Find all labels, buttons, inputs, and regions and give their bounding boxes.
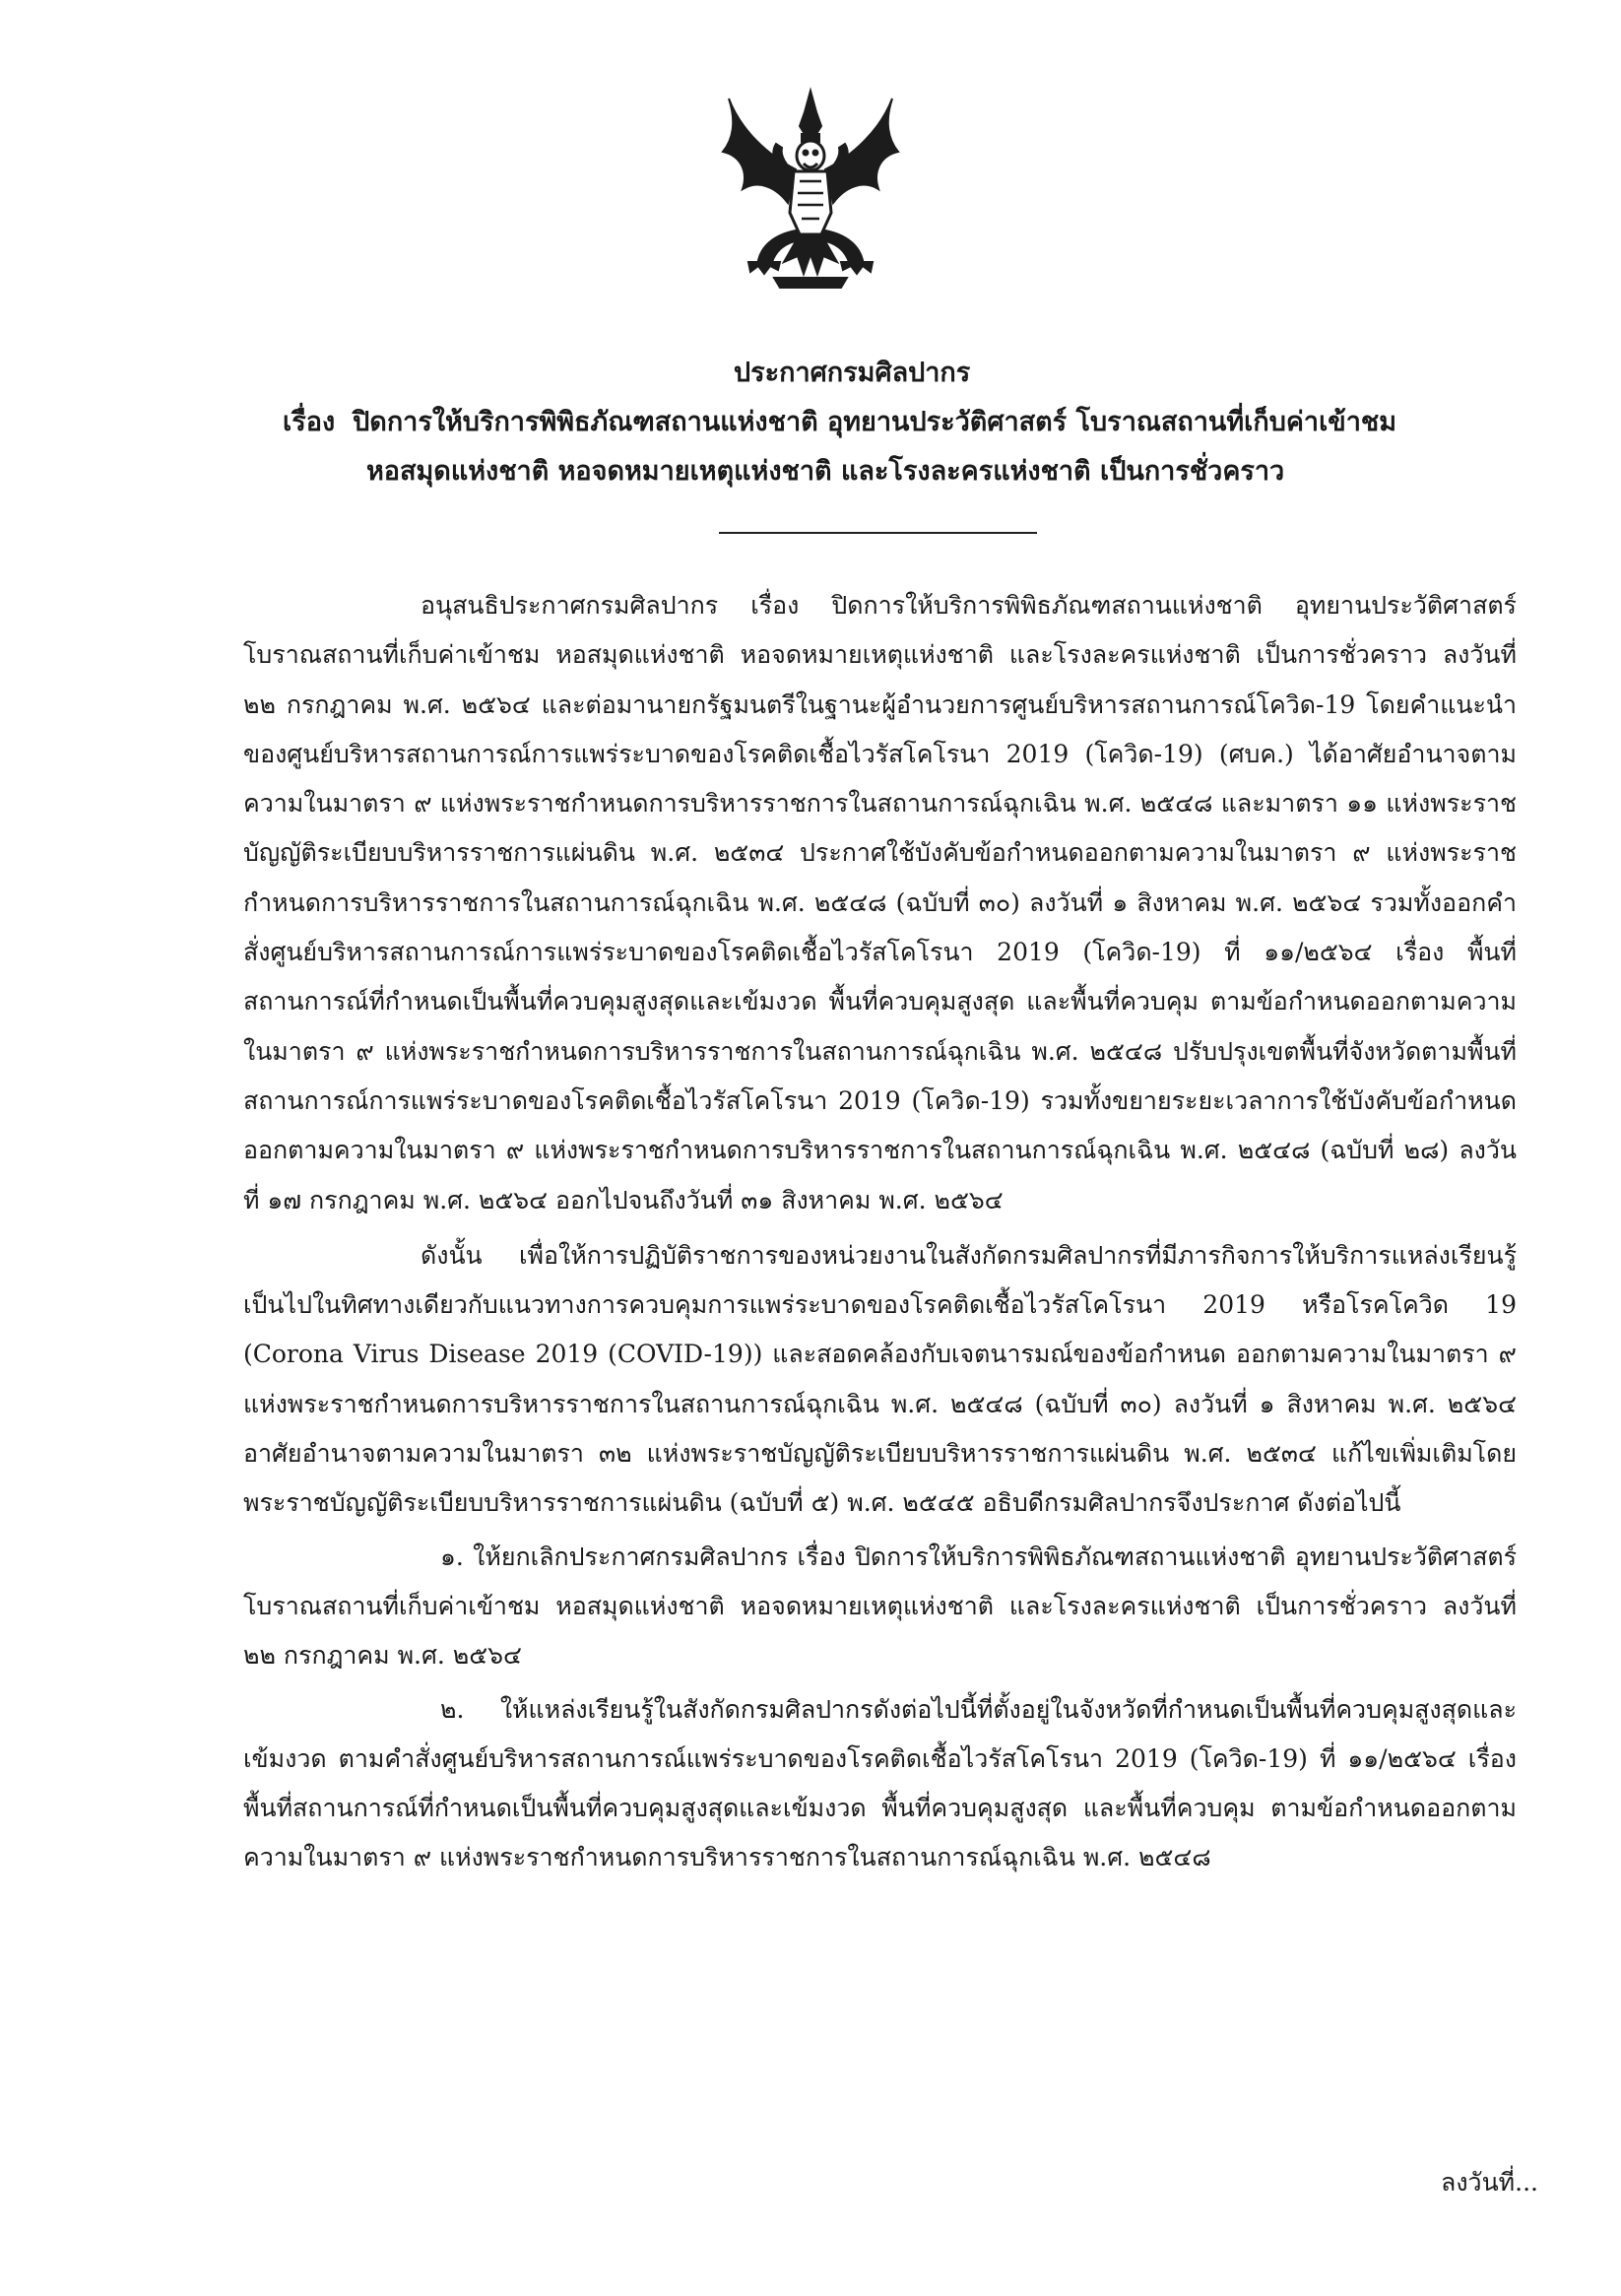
paragraph-item-1: ๑. ให้ยกเลิกประกาศกรมศิลปากร เรื่อง ปิดการให้บริการพิพิธภัณฑสถานแห่งชาติ อุทยานประวัติศาสตร์ โบราณสถานที่เก็บค่าเข้าชม หอสมุดแห่งชาติ หอจดหมายเหตุแห่งชาติ และโรงละครแห่งชาติ เป็นการชั่วคราว ลงวันที่ ๒๒ กรกฎาคม พ.ศ. ๒๕๖๔ (243, 1542, 1517, 1671)
announcement-heading: ประกาศกรมศิลปากร (734, 358, 971, 388)
paragraph-therefore: ดังนั้น เพื่อให้การปฏิบัติราชการของหน่วยงานในสังกัดกรมศิลปากรที่มีภารกิจการให้บริการแหล่งเรียนรู้ เป็นไปในทิศทางเดียวกับแนวทางการควบคุมการแพร่ระบาดของโรคติดเชื้อไวรัสโคโรนา 2019 หรือโรคโควิด 19 (Corona Virus Disease 2019 (COVID-19)) และสอดคล้องกับเจตนารมณ์ของข้อกำหนด ออกตามความในมาตรา ๙ แห่งพระราชกำหนดการบริหารราชการในสถานการณ์ฉุกเฉิน พ.ศ. ๒๕๔๘ (ฉบับที่ ๓๐) ลงวันที่ ๑ สิงหาคม พ.ศ. ๒๕๖๔ อาศัยอำนาจตามความในมาตรา ๓๒ แห่งพระราชบัญญัติระเบียบบริหารราชการแผ่นดิน พ.ศ. ๒๕๓๔ แก้ไขเพิ่มเติมโดยพระราชบัญญัติระเบียบบริหารราชการแผ่นดิน (ฉบับที่ ๕) พ.ศ. ๒๕๔๕ อธิบดีกรมศิลปากรจึงประกาศ ดังต่อไปนี้ (243, 1240, 1517, 1518)
title-divider (719, 532, 1037, 534)
announcement-body (243, 581, 1517, 1883)
garuda-emblem-icon (719, 87, 902, 292)
paragraph-item-2: ๒. ให้แหล่งเรียนรู้ในสังกัดกรมศิลปากรดังต่อไปนี้ที่ตั้งอยู่ในจังหวัดที่กำหนดเป็นพื้นที่ควบคุมสูงสุดและเข้มงวด ตามคำสั่งศูนย์บริหารสถานการณ์แพร่ระบาดของโรคติดเชื้อไวรัสโคโรนา 2019 (โควิด-19) ที่ ๑๑/๒๕๖๔ เรื่อง พื้นที่สถานการณ์ที่กำหนดเป็นพื้นที่ควบคุมสูงสุดและเข้มงวด พื้นที่ควบคุมสูงสุด และพื้นที่ควบคุม ตามข้อกำหนดออกตามความในมาตรา ๙ แห่งพระราชกำหนดการบริหารราชการในสถานการณ์ฉุกเฉิน พ.ศ. ๒๕๔๘ (243, 1694, 1517, 1872)
subject-line-1 (283, 398, 1396, 447)
subject-line-2: หอสมุดแห่งชาติ หอจดหมายเหตุแห่งชาติ และโรงละครแห่งชาติ เป็นการชั่วคราว (366, 456, 1285, 487)
continuation-marker: ลงวันที่... (1441, 2168, 1538, 2197)
subject-label: เรื่อง (283, 407, 336, 437)
paragraph-preamble: อนุสนธิประกาศกรมศิลปากร เรื่อง ปิดการให้บริการพิพิธภัณฑสถานแห่งชาติ อุทยานประวัติศาสตร์ โบราณสถานที่เก็บค่าเข้าชม หอสมุดแห่งชาติ หอจดหมายเหตุแห่งชาติ และโรงละครแห่งชาติ เป็นการชั่วคราว ลงวันที่ ๒๒ กรกฎาคม พ.ศ. ๒๕๖๔ และต่อมานายกรัฐมนตรีในฐานะผู้อำนวยการศูนย์บริหารสถานการณ์โควิด-19 โดยคำแนะนำของศูนย์บริหารสถานการณ์การแพร่ระบาดของโรคติดเชื้อไวรัสโคโรนา 2019 (โควิด-19) (ศบค.) ได้อาศัยอำนาจตามความในมาตรา ๙ แห่งพระราชกำหนดการบริหารราชการในสถานการณ์ฉุกเฉิน พ.ศ. ๒๕๔๘ และมาตรา ๑๑ แห่งพระราชบัญญัติระเบียบบริหารราชการแผ่นดิน พ.ศ. ๒๕๓๔ ประกาศใช้บังคับข้อกำหนดออกตามความในมาตรา ๙ แห่งพระราชกำหนดการบริหารราชการในสถานการณ์ฉุกเฉิน พ.ศ. ๒๕๔๘ (ฉบับที่ ๓๐) ลงวันที่ ๑ สิงหาคม พ.ศ. ๒๕๖๔ รวมทั้งออกคำสั่งศูนย์บริหารสถานการณ์การแพร่ระบาดของโรคติดเชื้อไวรัสโคโรนา 2019 (โควิด-19) ที่ ๑๑/๒๕๖๔ เรื่อง พื้นที่สถานการณ์ที่กำหนดเป็นพื้นที่ควบคุมสูงสุดและเข้มงวด พื้นที่ควบคุมสูงสุด และพื้นที่ควบคุม ตามข้อกำหนดออกตามความในมาตรา ๙ แห่งพระราชกำหนดการบริหารราชการในสถานการณ์ฉุกเฉิน พ.ศ. ๒๕๔๘ ปรับปรุงเขตพื้นที่จังหวัดตามพื้นที่สถานการณ์การแพร่ระบาดของโรคติดเชื้อไวรัสโคโรนา 2019 (โควิด-19) รวมทั้งขยายระยะเวลาการใช้บังคับข้อกำหนดออกตามความในมาตรา ๙ แห่งพระราชกำหนดการบริหารราชการในสถานการณ์ฉุกเฉิน พ.ศ. ๒๕๔๘ (ฉบับที่ ๒๘) ลงวันที่ ๑๗ กรกฎาคม พ.ศ. ๒๕๖๔ ออกไปจนถึงวันที่ ๓๑ สิงหาคม พ.ศ. ๒๕๖๔ (243, 591, 1517, 1214)
subject-text-1: ปิดการให้บริการพิพิธภัณฑสถานแห่งชาติ อุทยานประวัติศาสตร์ โบราณสถานที่เก็บค่าเข้าชม (353, 407, 1397, 437)
